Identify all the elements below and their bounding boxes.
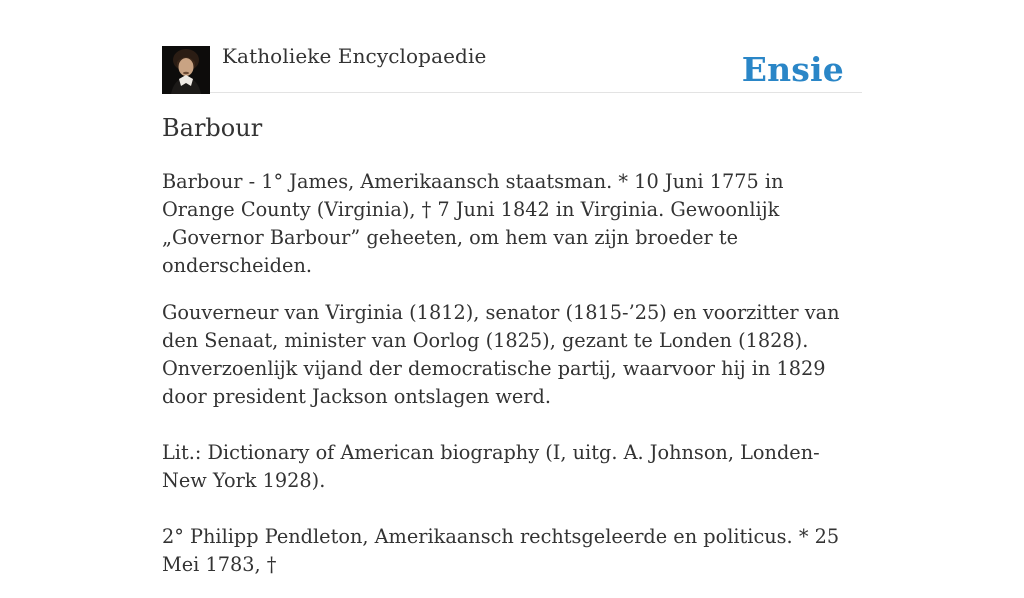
article-paragraph: Barbour - 1° James, Amerikaansch staatsman. * 10 Juni 1775 in Orange County (Virginia), † 7 Juni 1842 in Virginia. Gewoonlijk „Governor Barbour” geheeten, om hem van zijn broeder te onderscheiden. [162,170,784,277]
site-header [162,0,862,93]
avatar[interactable] [162,46,210,94]
article-paragraph: Gouverneur van Virginia (1812), senator (1815-’25) en voorzitter van den Senaat, minister van Oorlog (1825), gezant te Londen (1828). Onverzoenlijk vijand der democratische partij, waarvoor hij in 1829 door president Jackson ontslagen werd. [162,301,840,408]
portrait-icon [162,46,210,94]
page-container [162,0,862,576]
article-paragraph: Lit.: Dictionary of American biography (I, uitg. A. Johnson, Londen-New York 1928). [162,441,820,492]
brand-logo[interactable]: Ensie [741,50,844,89]
article-title: Barbour [162,114,263,142]
site-name[interactable]: Katholieke Encyclopaedie [222,44,487,68]
article-body [162,168,862,598]
article-paragraph: 2° Philipp Pendleton, Amerikaansch rechtsgeleerde en politicus. * 25 Mei 1783, † [162,525,840,576]
